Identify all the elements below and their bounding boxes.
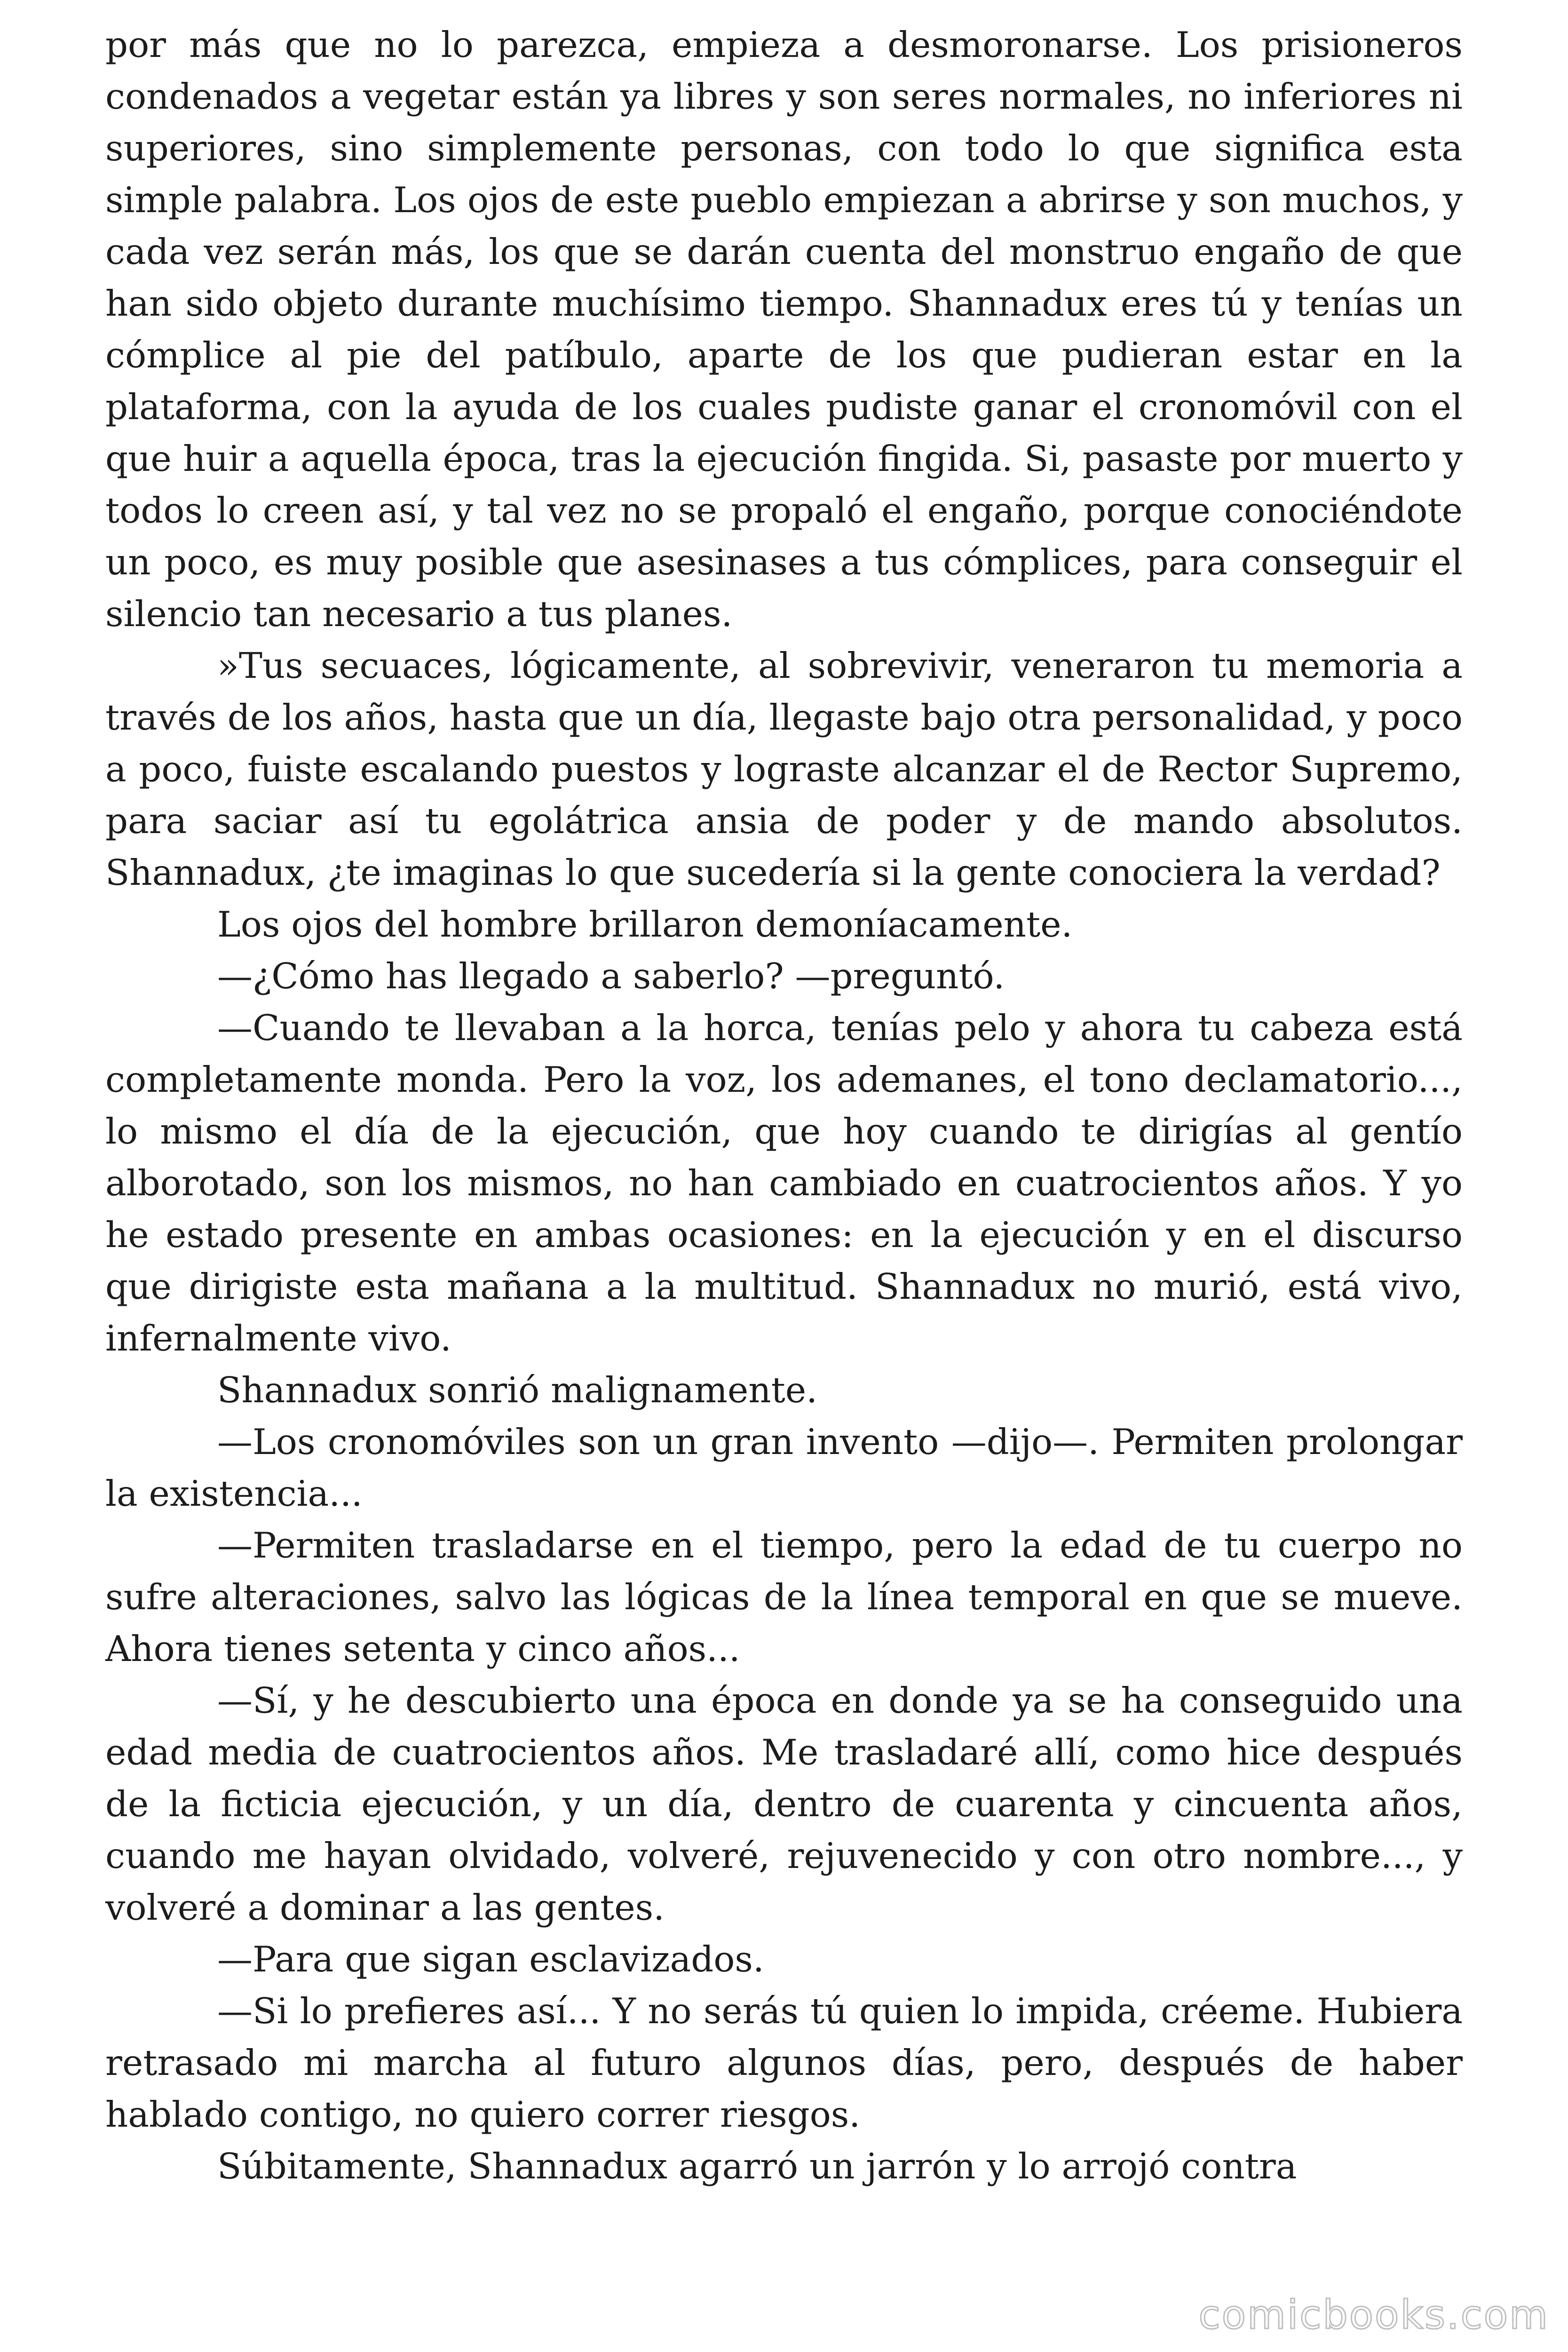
paragraph-7: —Los cronomóviles son un gran invento —dijo—. Permiten prolongar la existencia... [105, 1421, 1463, 1514]
paragraph-10: —Para que sigan esclavizados. [217, 1939, 764, 1980]
paragraph-5: —Cuando te llevaban a la horca, tenías pelo y ahora tu cabeza está completamente monda. Pero la voz, los ademanes, el tono declamatorio..., lo mismo el día de la ejecución, que hoy cuando te dirigías al gentío alborotado, son los mismos, no han cambiado en cuatrocientos años. Y yo he estado presente en ambas ocasiones: en la ejecución y en el discurso que dirigiste esta mañana a la multitud. Shannadux no murió, está vivo, infernalmente vivo. [105, 1007, 1463, 1359]
paragraph-6: Shannadux sonrió malignamente. [217, 1369, 817, 1411]
paragraph-1: por más que no lo parezca, empieza a desmoronarse. Los prisioneros condenados a vegetar están ya libres y son seres normales, no inferiores ni superiores, sino simplemente personas, con todo lo que significa esta simple palabra. Los ojos de este pueblo empiezan a abrirse y son muchos, y cada vez serán más, los que se darán cuenta del monstruo engaño de que han sido objeto durante muchísimo tiempo. Shannadux eres tú y tenías un cómplice al pie del patíbulo, aparte de los que pudieran estar en la plataforma, con la ayuda de los cuales pudiste ganar el cronomóvil con el que huir a aquella época, tras la ejecución fingida. Si, pasaste por muerto y todos lo creen así, y tal vez no se propaló el engaño, porque conociéndote un poco, es muy posible que asesinases a tus cómplices, para conseguir el silencio tan necesario a tus planes. [105, 24, 1463, 635]
paragraph-9: —Sí, y he descubierto una época en donde ya se ha conseguido una edad media de cuatrocientos años. Me trasladaré allí, como hice después de la ficticia ejecución, y un día, dentro de cuarenta y cincuenta años, cuando me hayan olvidado, volveré, rejuvenecido y con otro nombre..., y volveré a dominar a las gentes. [105, 1680, 1463, 1928]
paragraph-3: Los ojos del hombre brillaron demoníacamente. [217, 904, 1073, 945]
paragraph-4: —¿Cómo has llegado a saberlo? —preguntó. [217, 955, 1005, 997]
watermark: comicbooks.com [1198, 2292, 1549, 2338]
paragraph-2: »Tus secuaces, lógicamente, al sobrevivir, veneraron tu memoria a través de los años, hasta que un día, llegaste bajo otra personalidad, y poco a poco, fuiste escalando puestos y lograste alcanzar el de Rector Supremo, para saciar así tu egolátrica ansia de poder y de mando absolutos. Shannadux, ¿te imaginas lo que sucedería si la gente conociera la verdad? [105, 645, 1463, 893]
page-text [105, 19, 1463, 2192]
paragraph-8: —Permiten trasladarse en el tiempo, pero la edad de tu cuerpo no sufre alteraciones, salvo las lógicas de la línea temporal en que se mueve. Ahora tienes setenta y cinco años... [105, 1525, 1463, 1669]
paragraph-11: —Si lo prefieres así... Y no serás tú quien lo impida, créeme. Hubiera retrasado mi marcha al futuro algunos días, pero, después de haber hablado contigo, no quiero correr riesgos. [105, 1990, 1463, 2135]
paragraph-12: Súbitamente, Shannadux agarró un jarrón y lo arrojó contra [217, 2145, 1297, 2187]
